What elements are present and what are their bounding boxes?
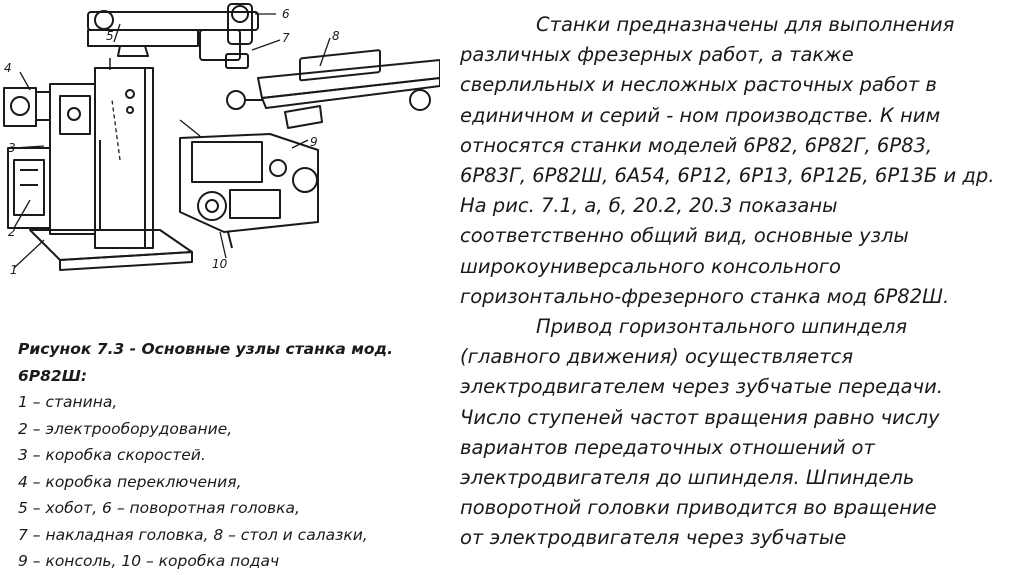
text-line: единичном и серий - ном производстве. К ним — [460, 103, 941, 127]
caption-item: 1 – станина, — [18, 393, 118, 411]
column — [30, 68, 192, 270]
figure-label-5: 5 — [106, 29, 114, 43]
electrical-cabinet — [8, 148, 50, 228]
text-line: Станки предназначены для выполнения — [536, 13, 955, 36]
text-line: На рис. 7.1, а, б, 20.2, 20.3 показаны — [460, 194, 838, 218]
text-line: относятся станки моделей 6Р82, 6Р82Г, 6Р83, — [460, 133, 933, 157]
text-line: электродвигателя до шпинделя. Шпиндель — [460, 466, 915, 490]
machine-exploded-drawing — [0, 0, 440, 330]
text-line: горизонтально-фрезерного станка мод 6Р82Ш. — [460, 284, 950, 308]
text-line: Число ступеней частот вращения равно числу — [460, 405, 940, 429]
text-line: 6Р83Г, 6Р82Ш, 6А54, 6Р12, 6Р13, 6Р12Б, 6Р13Б и др. — [460, 164, 995, 188]
caption-item: 7 – накладная головка, 8 – стол и салазки, — [18, 525, 368, 544]
caption-item: 9 – консоль, 10 – коробка подач — [18, 552, 280, 570]
text-line: соответственно общий вид, основные узлы — [460, 224, 909, 248]
caption-model: 6Р82Ш: — [18, 366, 88, 385]
caption-item: 4 – коробка переключения, — [18, 472, 242, 491]
figure-label-9: 9 — [310, 135, 318, 149]
table-assembly — [227, 50, 440, 128]
figure-label-2: 2 — [8, 225, 16, 239]
figure-label-4: 4 — [4, 61, 12, 75]
text-line: вариантов передаточных отношений от — [460, 435, 875, 459]
console-assembly — [180, 134, 318, 248]
figure-label-8: 8 — [332, 29, 340, 43]
text-line: поворотной головки приводится во вращение — [460, 496, 937, 520]
caption-item: 5 – хобот, 6 – поворотная головка, — [18, 499, 300, 517]
caption-item: 3 – коробка скоростей. — [18, 446, 206, 464]
text-line: различных фрезерных работ, а также — [460, 43, 854, 67]
figure-caption — [18, 336, 448, 575]
figure-label-3: 3 — [8, 141, 16, 155]
text-line: (главного движения) осуществляется — [460, 345, 854, 369]
text-line: широкоуниверсального консольного — [460, 254, 841, 278]
text-line: от электродвигателя через зубчатые — [460, 526, 847, 550]
switching-box — [4, 88, 50, 126]
text-line: сверлильных и несложных расточных работ в — [460, 73, 937, 97]
body-text — [460, 10, 1020, 554]
figure-label-6: 6 — [282, 7, 290, 21]
caption-title: Рисунок 7.3 - Основные узлы станка мод. — [18, 340, 393, 358]
caption-item: 2 – электрооборудование, — [18, 419, 233, 438]
figure-label-7: 7 — [282, 31, 290, 45]
text-line: электродвигателем через зубчатые передачи. — [460, 375, 943, 399]
figure-label-10: 10 — [212, 257, 228, 271]
text-line: Привод горизонтального шпинделя — [536, 315, 908, 339]
figure-label-1: 1 — [10, 263, 18, 277]
